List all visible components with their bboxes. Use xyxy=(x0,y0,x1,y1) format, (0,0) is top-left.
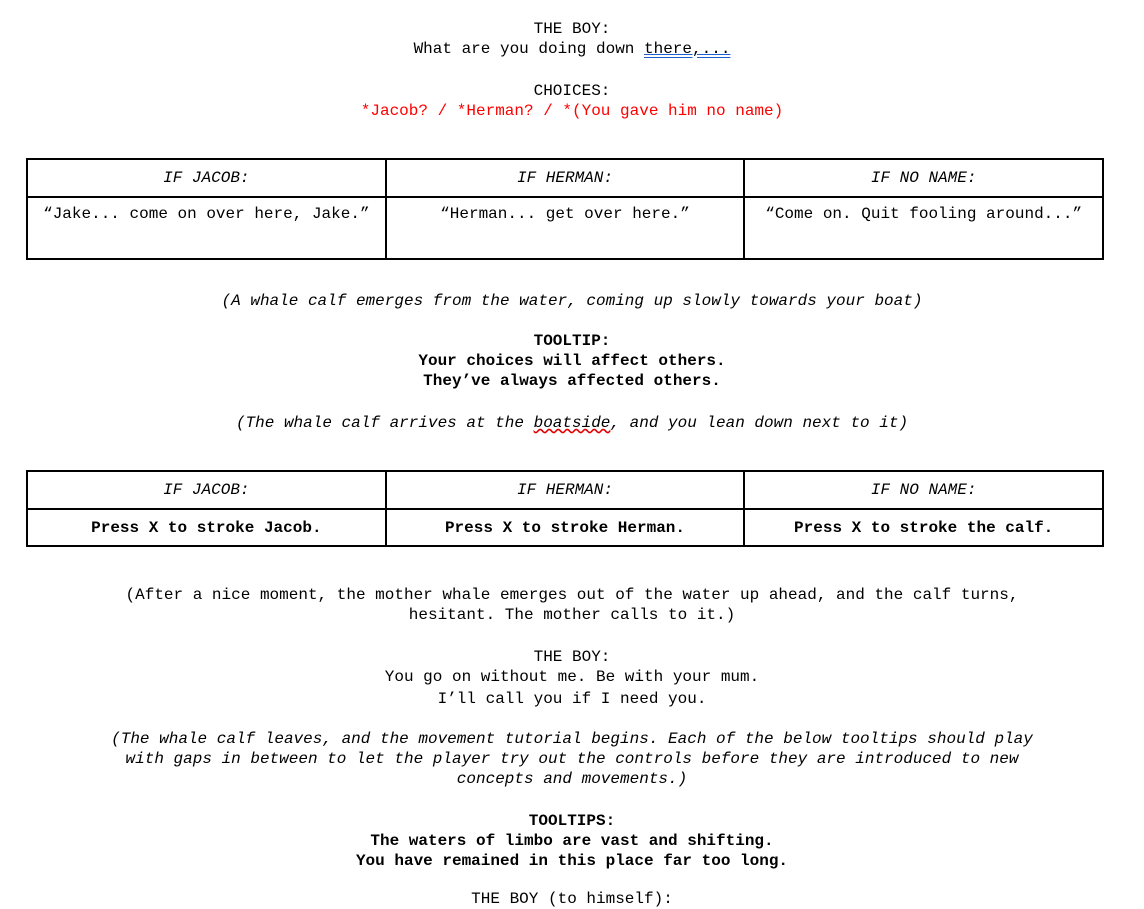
table-cell: “Jake... come on over here, Jake.” xyxy=(27,197,386,259)
table-cell: Press X to stroke the calf. xyxy=(744,509,1103,546)
tooltip-line: You have remained in this place far too long. xyxy=(355,852,789,870)
table-header-cell: IF HERMAN: xyxy=(386,159,745,197)
grammar-flagged-text[interactable]: there,... xyxy=(644,40,731,58)
table-header-row xyxy=(27,159,1103,197)
dialogue-line xyxy=(0,39,1144,59)
character-heading-the-boy: THE BOY: xyxy=(533,20,611,38)
table-header-cell: IF JACOB: xyxy=(27,471,386,509)
table-row xyxy=(27,509,1103,546)
tooltip-line: Your choices will affect others. xyxy=(418,352,726,370)
stage-direction-text: , and you lean down next to it) xyxy=(610,414,909,432)
dialogue-line: You go on without me. Be with your mum. xyxy=(384,668,760,686)
spellcheck-flagged-word[interactable]: boatside xyxy=(533,414,611,432)
table-header-cell: IF NO NAME: xyxy=(744,159,1103,197)
stage-direction: (A whale calf emerges from the water, coming up slowly towards your boat) xyxy=(221,292,923,310)
stage-direction: concepts and movements.) xyxy=(456,770,688,788)
choices-heading: CHOICES: xyxy=(533,82,611,100)
stage-direction: with gaps in between to let the player try out the controls before they are introduced to new xyxy=(125,750,1019,768)
table-cell: “Come on. Quit fooling around...” xyxy=(744,197,1103,259)
table-header-row xyxy=(27,471,1103,509)
character-heading-the-boy: THE BOY (to himself): xyxy=(471,890,673,908)
character-heading-the-boy: THE BOY: xyxy=(533,648,611,666)
stage-direction-text: (The whale calf arrives at the xyxy=(235,414,534,432)
tooltip-line: They’ve always affected others. xyxy=(423,372,721,390)
table-cell: Press X to stroke Jacob. xyxy=(27,509,386,546)
tooltip-heading: TOOLTIP: xyxy=(533,332,611,350)
stage-direction: (After a nice moment, the mother whale emerges out of the water up ahead, and the calf turns, xyxy=(125,586,1019,604)
table-cell: “Herman... get over here.” xyxy=(386,197,745,259)
stage-direction: hesitant. The mother calls to it.) xyxy=(408,606,736,624)
table-row xyxy=(27,197,1103,259)
stage-direction xyxy=(0,413,1144,433)
table-cell: Press X to stroke Herman. xyxy=(386,509,745,546)
table-header-cell: IF HERMAN: xyxy=(386,471,745,509)
table-header-cell: IF JACOB: xyxy=(27,159,386,197)
dialogue-text: What are you doing down xyxy=(413,40,644,58)
tooltips-heading: TOOLTIPS: xyxy=(528,812,616,830)
dialogue-line: I’ll call you if I need you. xyxy=(437,690,707,708)
branch-table-dialogue xyxy=(26,158,1104,260)
tooltip-line: The waters of limbo are vast and shifting. xyxy=(370,832,774,850)
choices-line: *Jacob? / *Herman? / *(You gave him no name) xyxy=(360,102,784,120)
branch-table-actions xyxy=(26,470,1104,547)
table-header-cell: IF NO NAME: xyxy=(744,471,1103,509)
stage-direction: (The whale calf leaves, and the movement tutorial begins. Each of the below tooltips should play xyxy=(111,730,1033,748)
